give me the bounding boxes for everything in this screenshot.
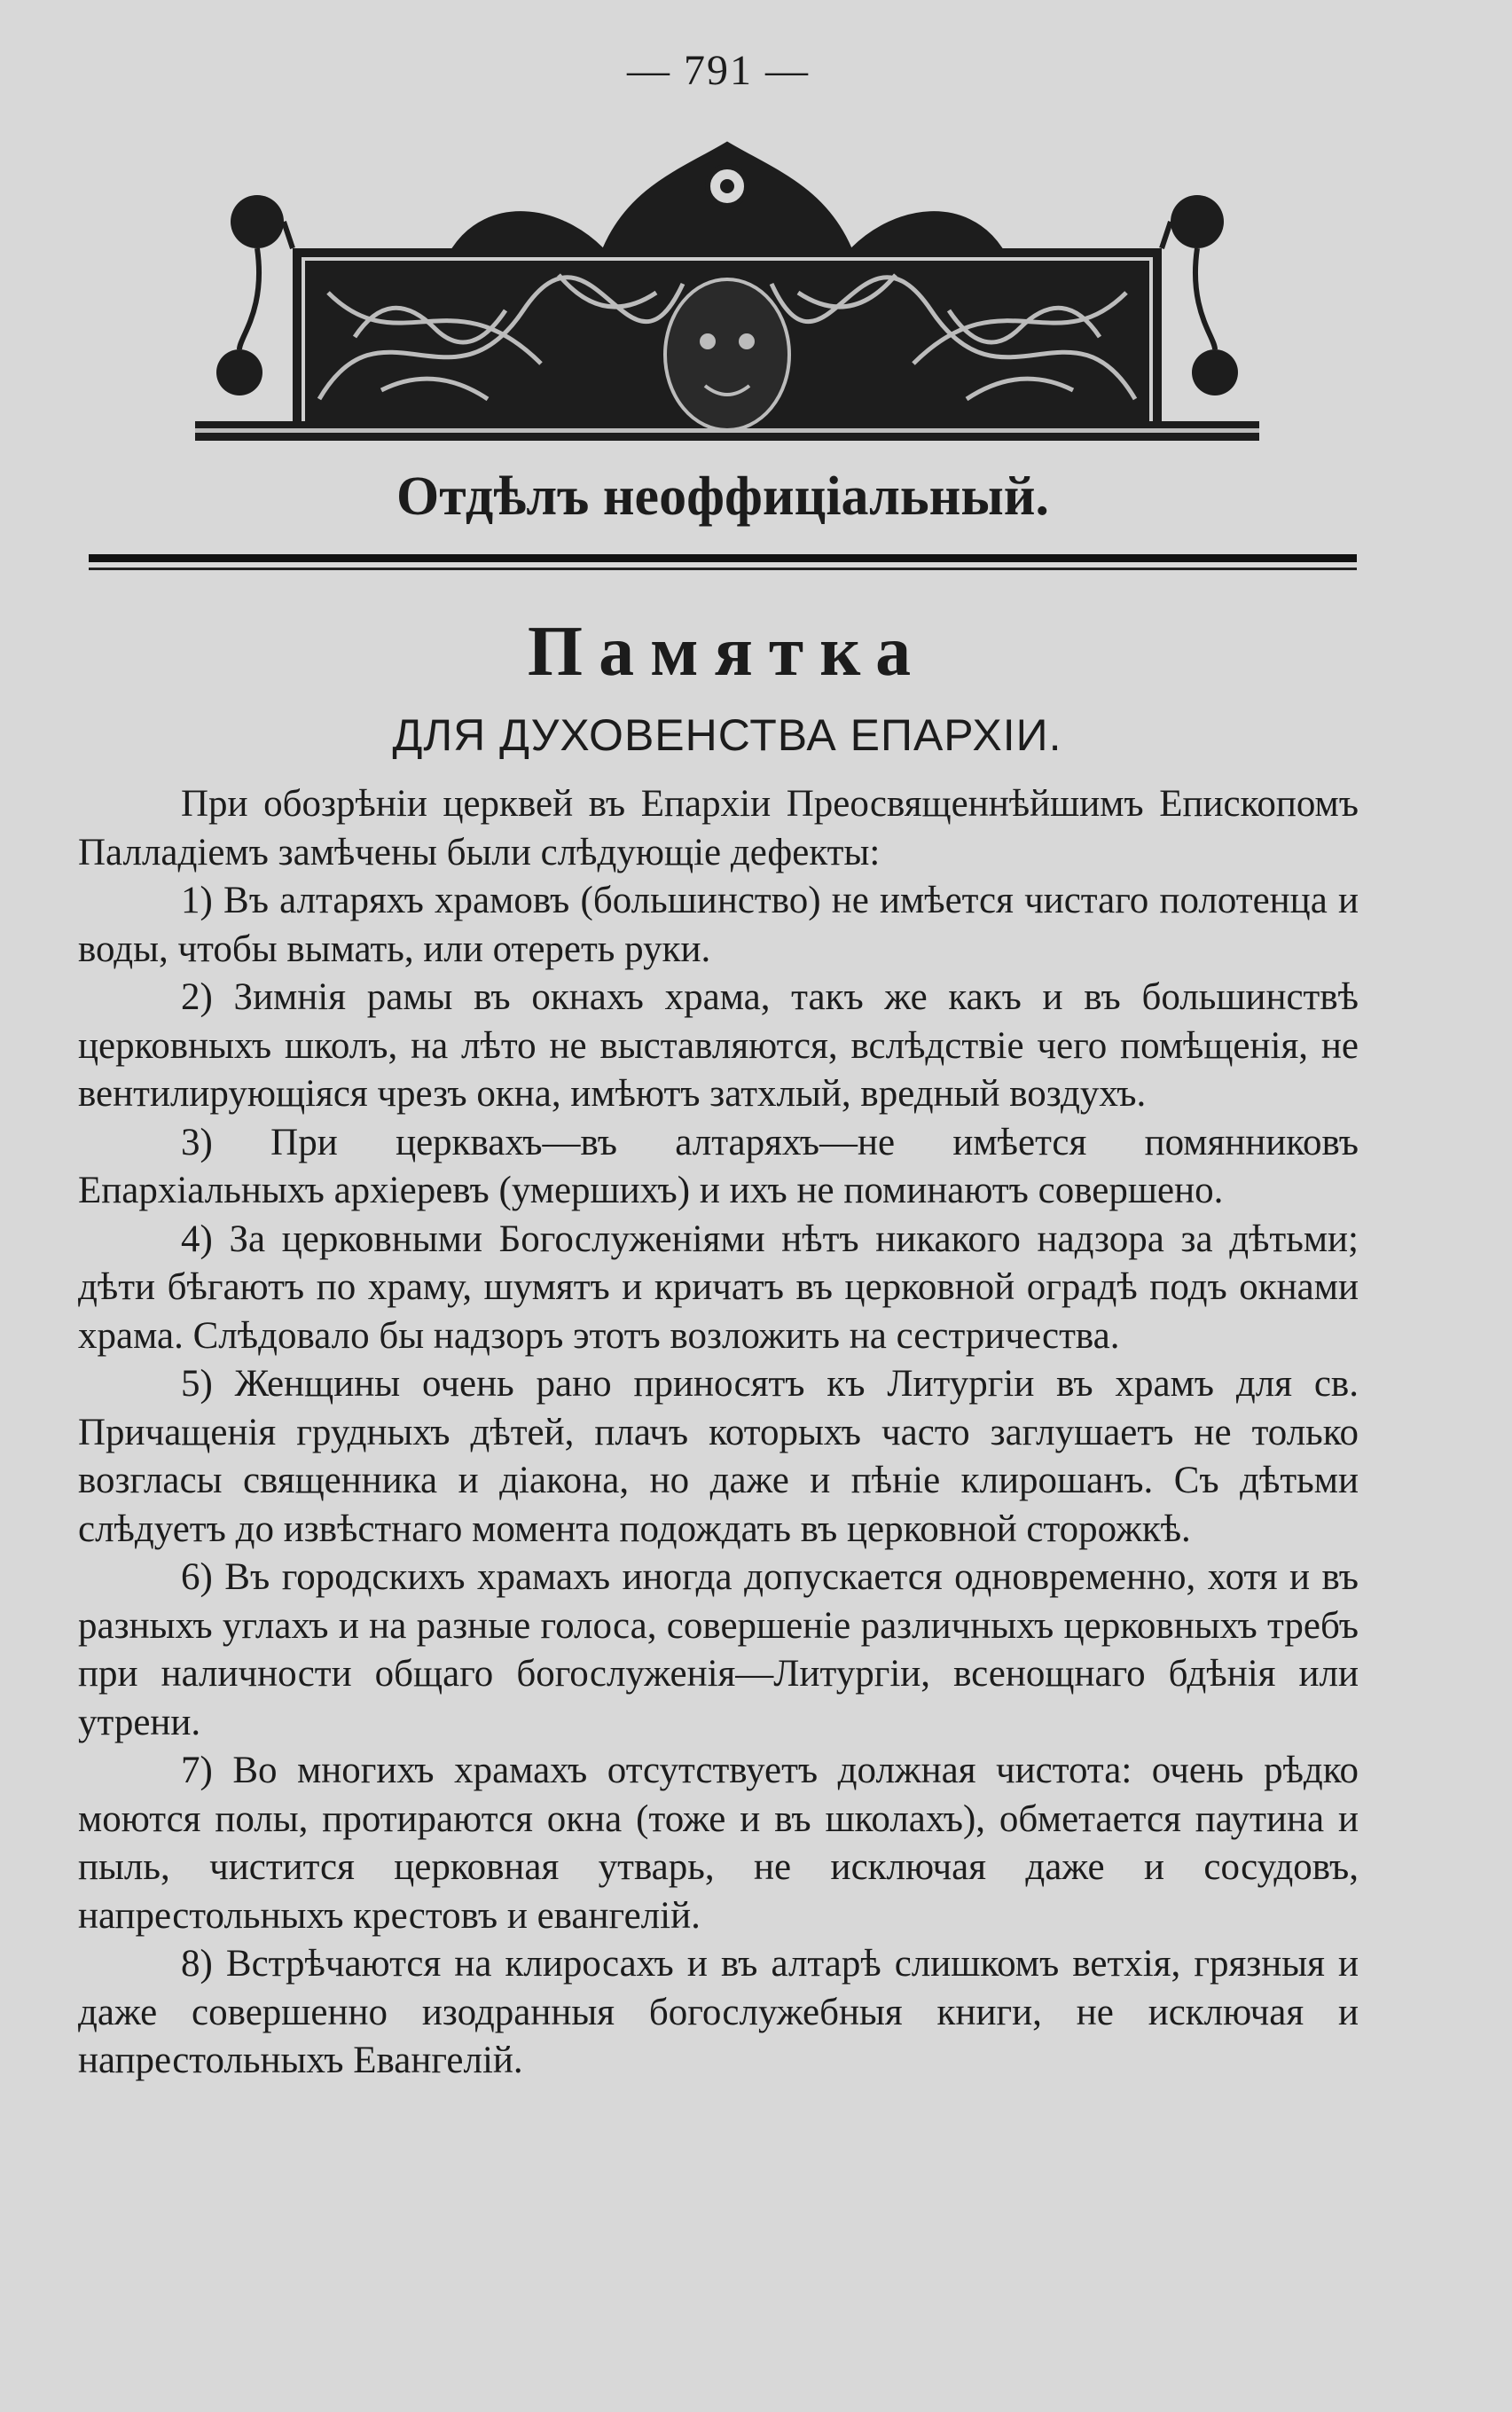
article-title: Памятка bbox=[527, 613, 928, 691]
divider-thick bbox=[89, 554, 1357, 562]
paragraph-item-6: 6) Въ городскихъ храмахъ иногда допускается одновременно, хотя и въ разныхъ углахъ и на разные голоса, совершеніе различныхъ церковныхъ требъ при наличности общаго богослуженія—Литургіи, всенощнаго бдѣнія или утрени. bbox=[78, 1556, 1359, 1743]
section-title: Отдѣлъ неоффиціальный. bbox=[396, 466, 1050, 527]
paragraph-item-1: 1) Въ алтаряхъ храмовъ (большинство) не имѣется чистаго полотенца и воды, чтобы вымать, или отереть руки. bbox=[78, 880, 1359, 970]
paragraph-intro: При обозрѣніи церквей въ Епархіи Преосвященнѣйшимъ Епископомъ Палладіемъ замѣчены были слѣдующіе дефекты: bbox=[78, 783, 1359, 873]
paragraph-item-7: 7) Во многихъ храмахъ отсутствуетъ должная чистота: очень рѣдко моются полы, протираются окна (тоже и въ школахъ), обметается паутина и пыль, чистится церковная утварь, не исключая даже и сосудовъ, напрестольныхъ крестовъ и евангелій. bbox=[78, 1750, 1359, 1937]
floral-ornament-icon bbox=[186, 133, 1268, 461]
paragraph-item-2: 2) Зимнія рамы въ окнахъ храма, такъ же какъ и въ большинствѣ церковныхъ школъ, на лѣто не выставляются, вслѣдствіе чего помѣщенія, не вентилирующіяся чрезъ окна, имѣютъ затхлый, вредный воздухъ. bbox=[78, 976, 1359, 1115]
paragraph-item-5: 5) Женщины очень рано приносятъ къ Литургіи въ храмъ для св. Причащенія грудныхъ дѣтей, плачъ которыхъ часто заглушаетъ не только возгласы священника и діакона, но даже и пѣніе клирошанъ. Съ дѣтьми слѣдуетъ до извѣстнаго момента подождать въ церковной сторожкѣ. bbox=[78, 1363, 1359, 1550]
paragraph-item-4: 4) За церковными Богослуженіями нѣтъ никакого надзора за дѣтьми; дѣти бѣгаютъ по храму, шумятъ и кричатъ въ церковной оградѣ подъ окнами храма. Слѣдовало бы надзоръ этотъ возложить на сестричества. bbox=[78, 1218, 1359, 1357]
article-body bbox=[78, 780, 1359, 2086]
article-subtitle: ДЛЯ ДУХОВЕНСТВА ЕПАРХІИ. bbox=[392, 710, 1062, 760]
paragraph-item-8: 8) Встрѣчаются на клиросахъ и въ алтарѣ слишкомъ ветхія, грязныя и даже совершенно изодранныя богослужебныя книги, не исключая и напрестольныхъ Евангелій. bbox=[78, 1943, 1359, 2081]
divider-thin bbox=[89, 568, 1357, 570]
page-number: — 791 — bbox=[627, 47, 810, 94]
paragraph-item-3: 3) При церквахъ—въ алтаряхъ—не имѣется помянниковъ Епархіальныхъ архіеревъ (умершихъ) и ихъ не поминаютъ совершено. bbox=[78, 1121, 1359, 1211]
